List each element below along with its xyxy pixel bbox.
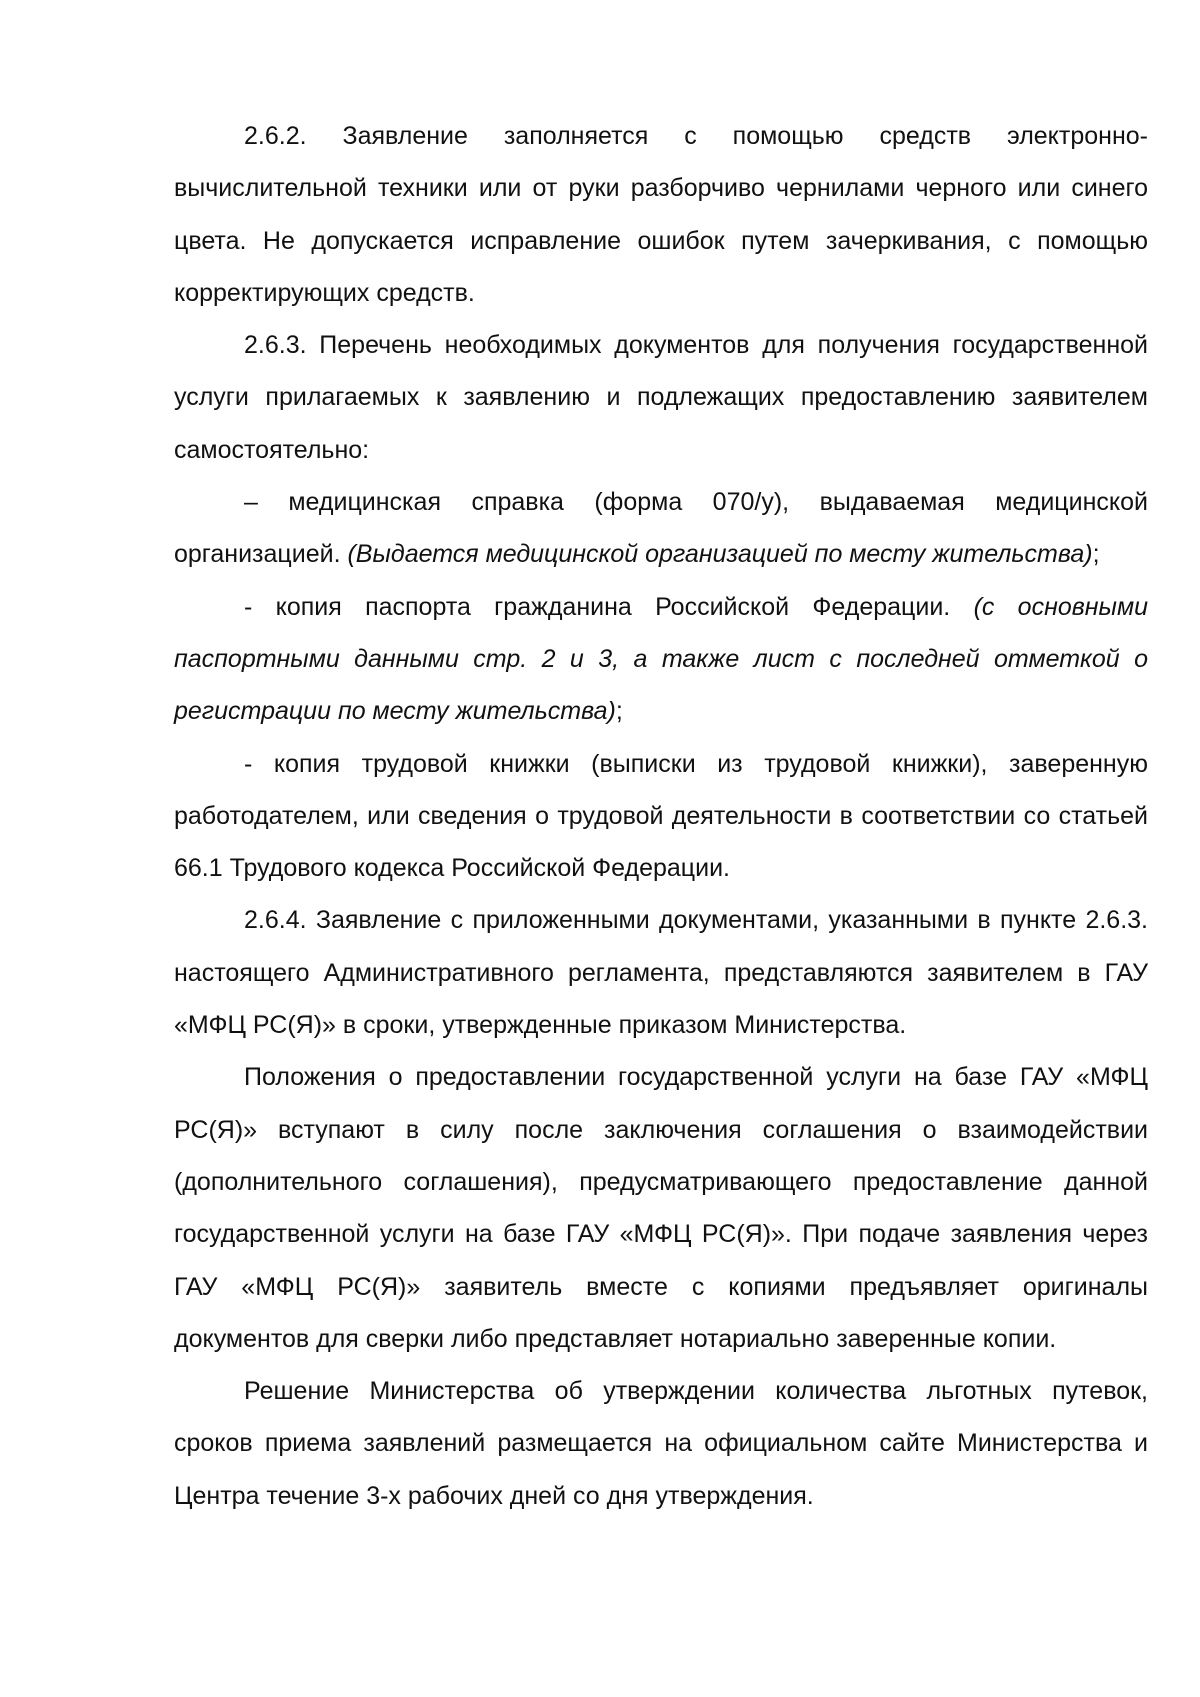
list-item-tail: ; xyxy=(615,697,623,726)
list-item-employment-record xyxy=(174,738,1148,895)
paragraph-text: Решение Министерства об утверждении количества льготных путевок, сроков приема заявлений размещается на официальном сайте Министерства и Центра течение 3-х рабочих дней со дня утверждения. xyxy=(174,1377,1148,1510)
list-item-text: - копия трудовой книжки (выписки из трудовой книжки), заверенную работодателем, или сведения о трудовой деятельности в соответствии со статьей 66.1 Трудового кодекса Российской Федерации. xyxy=(174,749,1148,883)
paragraph-2-6-4 xyxy=(174,894,1148,1051)
paragraph-mfc-provisions xyxy=(174,1051,1148,1365)
list-item-tail: ; xyxy=(1092,540,1100,569)
list-item-passport-copy xyxy=(174,581,1148,738)
paragraph-text: 2.6.4. Заявление с приложенными документами, указанными в пункте 2.6.3. настоящего Административного регламента, представляются заявителем в ГАУ «МФЦ РС(Я)» в сроки, утвержденные приказом Министерства. xyxy=(174,906,1148,1040)
paragraph-text: Положения о предоставлении государственной услуги на базе ГАУ «МФЦ РС(Я)» вступают в силу после заключения соглашения о взаимодействии (дополнительного соглашения), предусматривающего предоставление данной государственной услуги на базе ГАУ «МФЦ РС(Я)». При подаче заявления через ГАУ «МФЦ РС(Я)» заявитель вместе с копиями предъявляет оригиналы документов для сверки либо представляет нотариально заверенные копии. xyxy=(174,1063,1148,1353)
paragraph-2-6-2 xyxy=(174,110,1148,319)
list-item-text: – медицинская справка (форма 070/у), выдаваемая медицинской организацией. xyxy=(174,488,1148,569)
paragraph-2-6-3 xyxy=(174,319,1148,476)
paragraph-text: 2.6.3. Перечень необходимых документов для получения государственной услуги прилагаемых к заявлению и подлежащих предоставлению заявителем самостоятельно: xyxy=(174,331,1148,464)
list-item-note: (с основными паспортными данными стр. 2 и 3, а также лист с последней отметкой о регистрации по месту жительства) xyxy=(174,592,1148,726)
list-item-note: (Выдается медицинской организацией по месту жительства) xyxy=(347,540,1093,569)
paragraph-text: 2.6.2. Заявление заполняется с помощью средств электронно-вычислительной техники или от руки разборчиво чернилами черного или синего цвета. Не допускается исправление ошибок путем зачеркивания, с помощью корректирующих средств. xyxy=(174,122,1148,307)
list-item-text: - копия паспорта гражданина Российской Федерации. xyxy=(244,592,951,621)
list-item-medical-certificate xyxy=(174,476,1148,581)
paragraph-ministry-decision xyxy=(174,1365,1148,1522)
document-body xyxy=(174,110,1148,1522)
